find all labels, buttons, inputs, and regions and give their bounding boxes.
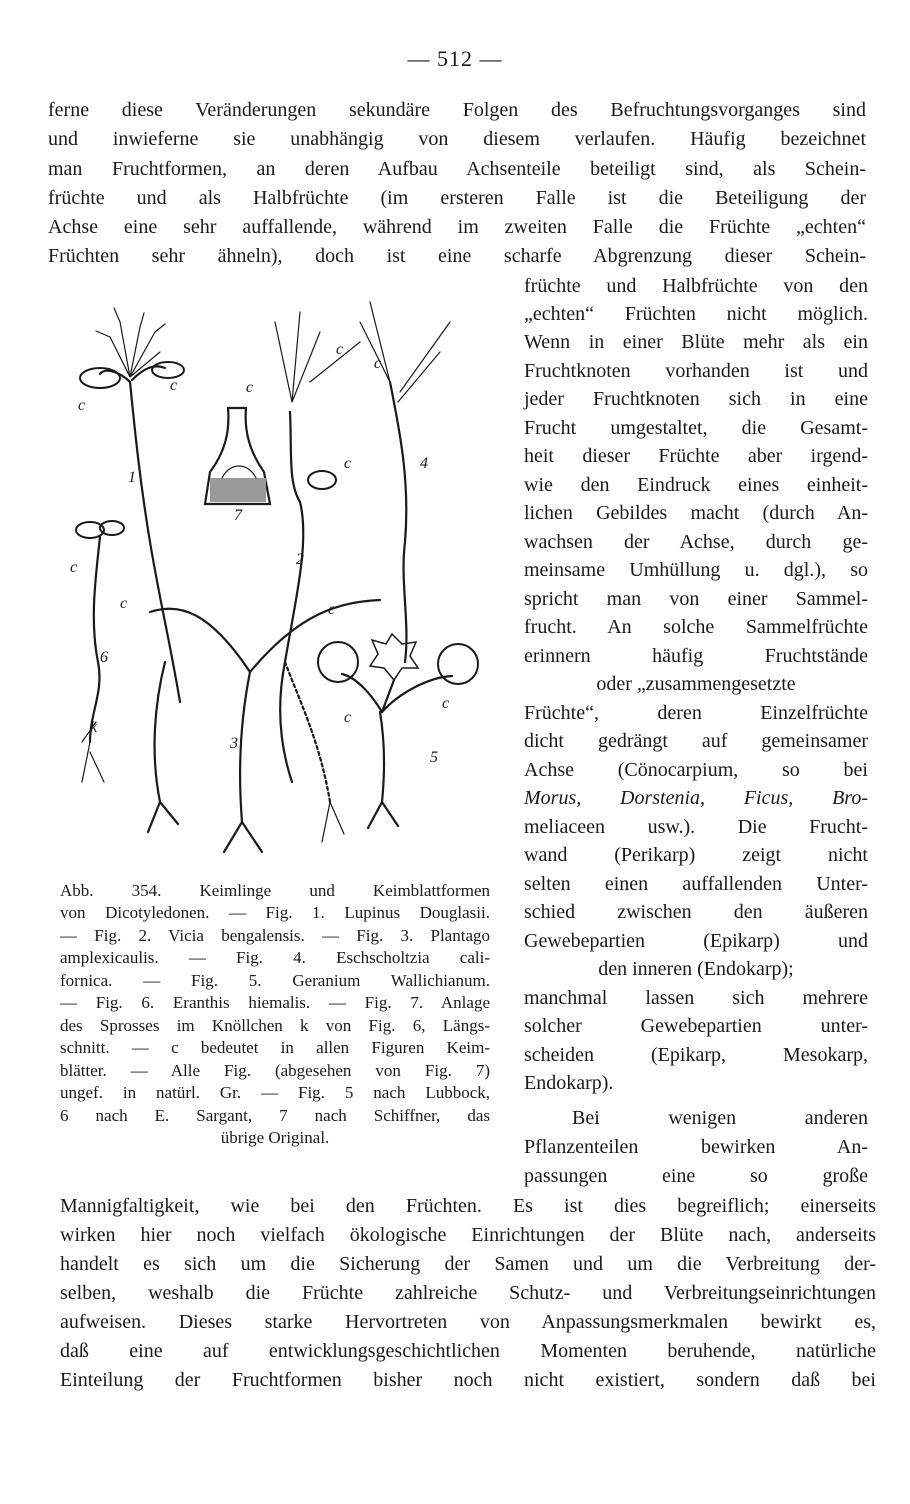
label-5: 5 [430, 749, 438, 766]
right-line: Achse (Cönocarpium, so bei [524, 759, 868, 781]
label-2: 2 [296, 551, 304, 568]
right-line: jeder Fruchtknoten sich in eine [524, 388, 868, 410]
label-4: 4 [420, 455, 428, 472]
label-c: c [328, 601, 336, 618]
bottom-line: aufweisen. Dieses starke Hervortreten von Anpassungsmerkmalen bewirkt es, [60, 1311, 876, 1333]
right-line: früchte und Halbfrüchte von den [524, 275, 868, 297]
right-line: den inneren (Endokarp); [598, 958, 794, 980]
label-c: c [336, 341, 344, 358]
right-line: selten einen auffallenden Unter- [524, 873, 868, 895]
right-line: wie den Eindruck eines einheit- [524, 474, 868, 496]
label-1: 1 [128, 469, 136, 486]
right-line: Fruchtknoten vorhanden ist und [524, 360, 868, 382]
caption-line: des Sprosses im Knöllchen k von Fig. 6, Längs- [60, 1016, 490, 1035]
right-line: schied zwischen den äußeren [524, 901, 868, 923]
label-6: 6 [100, 649, 108, 666]
caption-line: fornica. — Fig. 5. Geranium Wallichianum. [60, 971, 490, 990]
right-line: meinsame Umhüllung u. dgl.), so [524, 559, 868, 581]
caption-line: — Fig. 2. Vicia bengalensis. — Fig. 3. Plantago [60, 926, 490, 945]
right-line: Morus, Dorstenia, Ficus, Bro- [524, 787, 868, 809]
top-line: man Fruchtformen, an deren Aufbau Achsenteile beteiligt sind, als Schein- [48, 158, 866, 180]
seedlings-illustration [60, 282, 500, 878]
top-line: und inwieferne sie unabhängig von diesem verlaufen. Häufig bezeichnet [48, 128, 866, 150]
right-line: Endokarp). [524, 1072, 614, 1094]
caption-line: schnitt. — c bedeutet in allen Figuren Keim- [60, 1038, 490, 1057]
caption-line: Abb. 354. Keimlinge und Keimblattformen [60, 881, 490, 900]
label-c: c [70, 559, 78, 576]
right-line: dicht gedrängt auf gemeinsamer [524, 730, 868, 752]
right-line: Bei wenigen anderen [572, 1107, 868, 1129]
label-c: c [78, 397, 86, 414]
right-line: heit dieser Früchte aber irgend- [524, 445, 868, 467]
label-k: k [90, 719, 98, 736]
right-line: erinnern häufig Fruchtstände [524, 645, 868, 667]
right-line: oder „zusammengesetzte [596, 673, 796, 695]
right-line: lichen Gebildes macht (durch An- [524, 502, 868, 524]
right-line: manchmal lassen sich mehrere [524, 987, 868, 1009]
caption-line: übrige Original. [220, 1128, 330, 1147]
right-line: Früchte“, deren Einzelfrüchte [524, 702, 868, 724]
label-c: c [170, 377, 178, 394]
caption-line: von Dicotyledonen. — Fig. 1. Lupinus Douglasii. [60, 903, 490, 922]
caption-line: blätter. — Alle Fig. (abgesehen von Fig. 7) [60, 1061, 490, 1080]
top-line: Achse eine sehr auffallende, während im zweiten Falle die Früchte „echten“ [48, 216, 866, 238]
bottom-line: wirken hier noch vielfach ökologische Einrichtungen der Blüte nach, anderseits [60, 1224, 876, 1246]
right-line: meliaceen usw.). Die Frucht- [524, 816, 868, 838]
caption-line: amplexicaulis. — Fig. 4. Eschscholtzia cali- [60, 948, 490, 967]
top-line: Früchten sehr ähneln), doch ist eine scharfe Abgrenzung dieser Schein- [48, 245, 866, 267]
label-c: c [344, 455, 352, 472]
label-7: 7 [234, 507, 242, 524]
right-line: solcher Gewebepartien unter- [524, 1015, 868, 1037]
right-line: wachsen der Achse, durch ge- [524, 531, 868, 553]
figure-2-plant [275, 312, 360, 842]
seedlings-drawing [60, 282, 500, 878]
right-line: spricht man von einer Sammel- [524, 588, 868, 610]
label-c: c [120, 595, 128, 612]
right-line: wand (Perikarp) zeigt nicht [524, 844, 868, 866]
top-line: ferne diese Veränderungen sekundäre Folgen des Befruchtungsvorganges sind [48, 99, 866, 121]
right-line: frucht. An solche Sammelfrüchte [524, 616, 868, 638]
page-number: — 512 — [407, 46, 503, 71]
caption-line: — Fig. 6. Eranthis hiemalis. — Fig. 7. Anlage [60, 993, 490, 1012]
label-c: c [442, 695, 450, 712]
caption-line: 6 nach E. Sargant, 7 nach Schiffner, das [60, 1106, 490, 1125]
right-line: Pflanzenteilen bewirken An- [524, 1136, 868, 1158]
right-line: Frucht umgestaltet, die Gesamt- [524, 417, 868, 439]
figure-3-plant [150, 600, 380, 852]
right-line: „echten“ Früchten nicht möglich. [524, 303, 868, 325]
figure-7-section [205, 408, 270, 504]
bottom-line: daß eine auf entwicklungsgeschichtlichen Momenten beruhende, natürliche [60, 1340, 876, 1362]
bottom-line: selben, weshalb die Früchte zahlreiche Schutz- und Verbreitungseinrichtungen [60, 1282, 876, 1304]
bottom-line: Einteilung der Fruchtformen bisher noch nicht existiert, sondern daß bei [60, 1369, 876, 1391]
caption-line: ungef. in natürl. Gr. — Fig. 5 nach Lubbock, [60, 1083, 490, 1102]
label-c: c [344, 709, 352, 726]
label-c: c [246, 379, 254, 396]
right-line: scheiden (Epikarp, Mesokarp, [524, 1044, 868, 1066]
label-3: 3 [230, 735, 238, 752]
top-line: früchte und als Halbfrüchte (im ersteren Falle ist die Beteiligung der [48, 187, 866, 209]
right-line: Wenn in einer Blüte mehr als ein [524, 331, 868, 353]
right-line: passungen eine so große [524, 1165, 868, 1187]
bottom-line: Mannigfaltigkeit, wie bei den Früchten. Es ist dies begreiflich; einerseits [60, 1195, 876, 1217]
label-c: c [374, 355, 382, 372]
figure-6-plant [76, 521, 178, 832]
figure-5-plant [318, 634, 478, 828]
bottom-line: handelt es sich um die Sicherung der Samen und um die Verbreitung der- [60, 1253, 876, 1275]
right-line: Gewebepartien (Epikarp) und [524, 930, 868, 952]
